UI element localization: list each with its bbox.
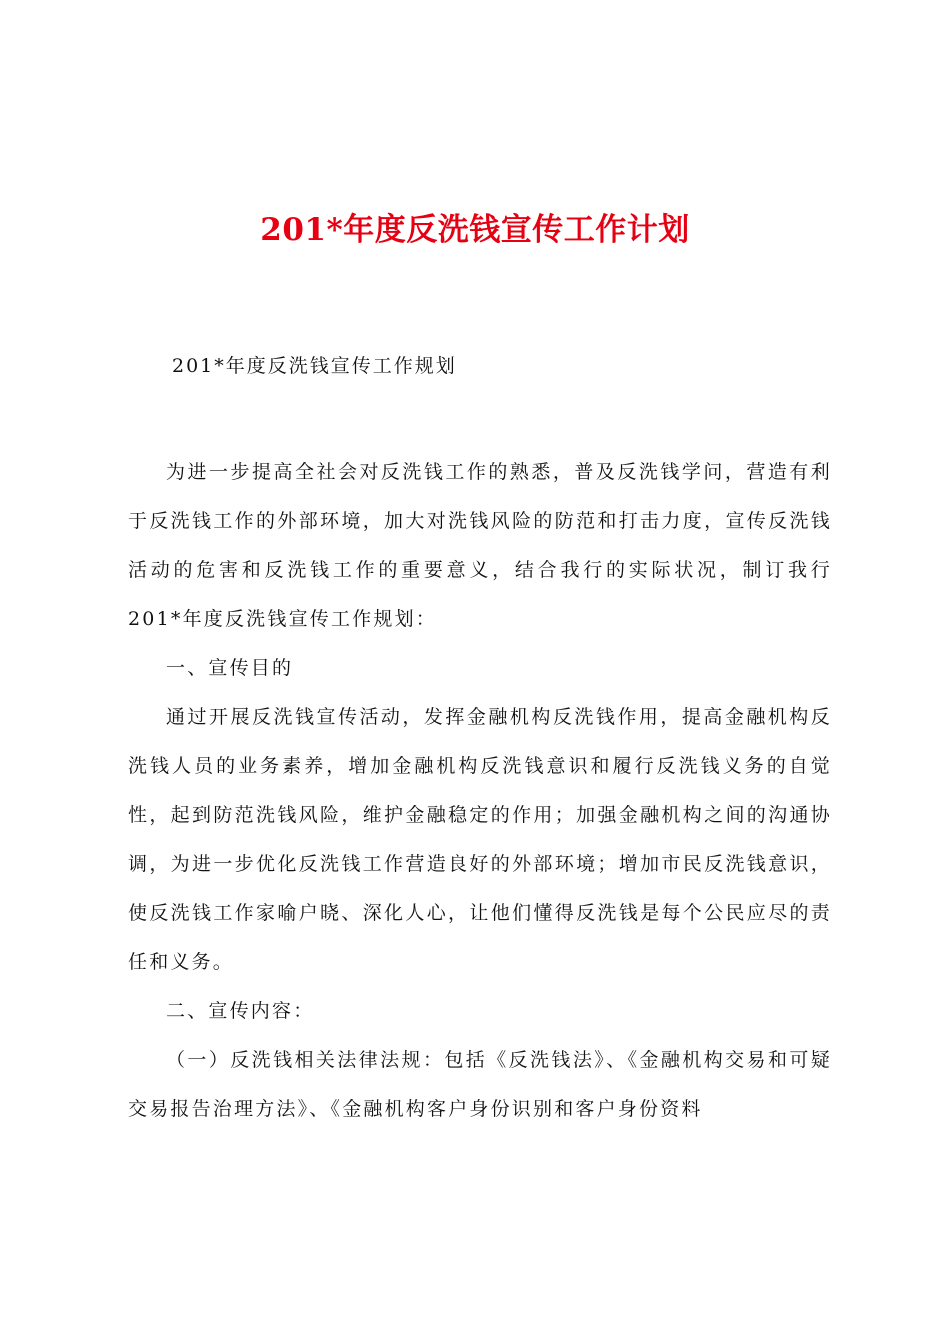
document-title: 201*年度反洗钱宣传工作计划 [260, 212, 690, 248]
document-subtitle: 201*年度反洗钱宣传工作规划 [172, 355, 457, 377]
section-heading-purpose: 一、宣传目的 [166, 657, 294, 679]
intro-paragraph: 为进一步提高全社会对反洗钱工作的熟悉，普及反洗钱学问，营造有利于反洗钱工作的外部环境，加大对洗钱风险的防范和打击力度，宣传反洗钱活动的危害和反洗钱工作的重要意义，结合我行的实际状况，制订我行201*年度反洗钱宣传工作规划： [128, 461, 832, 630]
content-paragraph-1: （一）反洗钱相关法律法规：包括《反洗钱法》、《金融机构交易和可疑交易报告治理方法》、《金融机构客户身份识别和客户身份资料 [128, 1049, 832, 1120]
section-heading-content: 二、宣传内容： [166, 1000, 315, 1022]
document-body [128, 448, 832, 1134]
purpose-paragraph: 通过开展反洗钱宣传活动，发挥金融机构反洗钱作用，提高金融机构反洗钱人员的业务素养，增加金融机构反洗钱意识和履行反洗钱义务的自觉性，起到防范洗钱风险，维护金融稳定的作用；加强金融机构之间的沟通协调，为进一步优化反洗钱工作营造良好的外部环境；增加市民反洗钱意识，使反洗钱工作家喻户晓、深化人心，让他们懂得反洗钱是每个公民应尽的责任和义务。 [128, 706, 832, 973]
